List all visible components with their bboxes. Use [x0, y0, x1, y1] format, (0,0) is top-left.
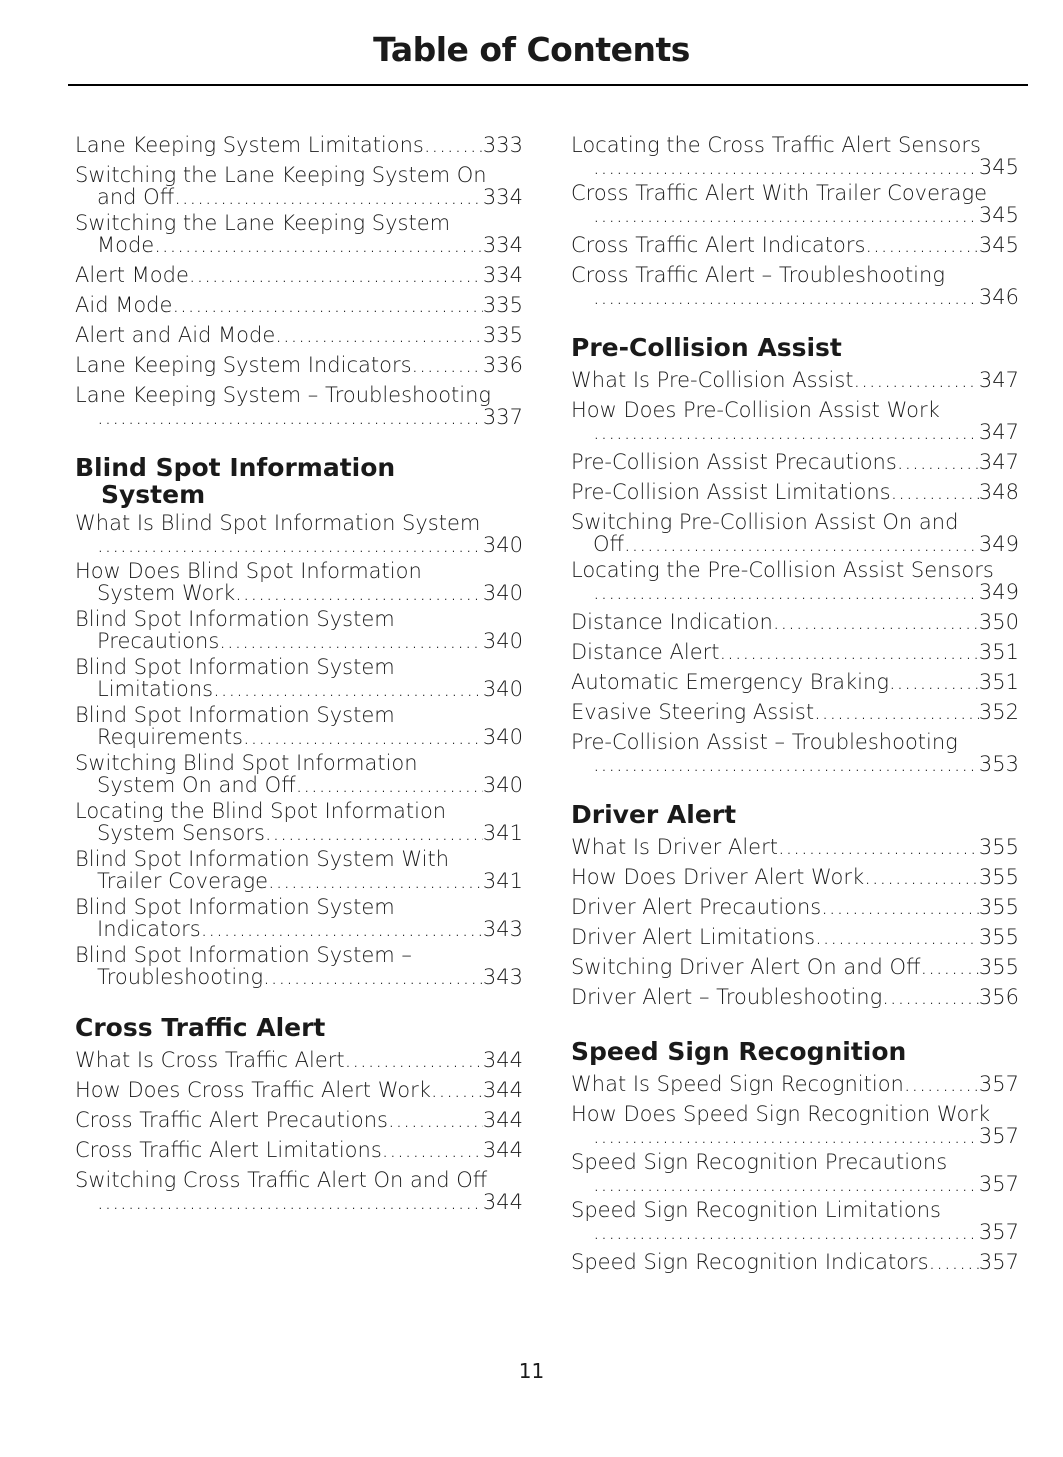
- entry-line: [571, 477, 1019, 507]
- dot-leader: [431, 1075, 483, 1105]
- title-rule: [68, 84, 1028, 86]
- section-heading-text: System: [101, 480, 206, 509]
- dot-leader: [97, 534, 483, 556]
- entry-title: Blind Spot Information System –: [75, 943, 412, 967]
- entry-page-number: 343: [482, 917, 523, 941]
- entry-title: Alert Mode: [75, 263, 189, 287]
- entry-page-number: 347: [978, 420, 1019, 444]
- entry-title: How Does Pre-Collision Assist Work: [571, 398, 940, 422]
- entry-title: How Does Speed Sign Recognition Work: [571, 1102, 991, 1126]
- entry-title: System On and Off: [97, 773, 296, 797]
- entry-title: Lane Keeping System Limitations: [75, 133, 424, 157]
- entry-page-number: 335: [482, 323, 523, 347]
- entry-line: [75, 350, 523, 380]
- entry-line: [75, 212, 523, 234]
- toc-entry-pre-collision-assist-troubleshooting[interactable]: [571, 731, 1019, 775]
- dot-leader: [189, 260, 483, 290]
- toc-entry-cross-traffic-alert-indicators[interactable]: [571, 230, 1019, 260]
- entry-title: Speed Sign Recognition Precautions: [571, 1150, 948, 1174]
- toc-entry-blind-spot-information-system-with[interactable]: [75, 848, 523, 892]
- toc-entry-cross-traffic-alert-with-trailer-coverage[interactable]: [571, 182, 1019, 226]
- entry-line-continued: [75, 1191, 523, 1213]
- entry-line-continued: [75, 822, 523, 844]
- dot-leader: [345, 1045, 483, 1075]
- entry-line: [75, 656, 523, 678]
- entry-line: [571, 892, 1019, 922]
- toc-entry-aid-mode[interactable]: [75, 290, 523, 320]
- entry-line-continued: [75, 870, 523, 892]
- entry-line: [75, 512, 523, 534]
- entry-page-number: 351: [978, 640, 1019, 664]
- entry-title: Driver Alert Precautions: [571, 895, 822, 919]
- dot-leader: [921, 952, 979, 982]
- entry-line-continued: [571, 286, 1019, 308]
- entry-line: [571, 862, 1019, 892]
- entry-line: [75, 320, 523, 350]
- entry-line: [75, 1105, 523, 1135]
- dot-leader: [720, 637, 979, 667]
- entry-line: [571, 264, 1019, 286]
- toc-entry-locating-the-cross-traffic-alert-sensors[interactable]: [571, 134, 1019, 178]
- entry-line-continued: [75, 234, 523, 256]
- dot-leader: [219, 630, 483, 652]
- entry-title: Blind Spot Information System: [75, 895, 395, 919]
- entry-title: Driver Alert Limitations: [571, 925, 816, 949]
- entry-line: [571, 559, 1019, 581]
- entry-title: Switching the Lane Keeping System: [75, 211, 451, 235]
- dot-leader: [778, 832, 979, 862]
- entry-line: [75, 896, 523, 918]
- entry-page-number: 355: [978, 895, 1019, 919]
- entry-page-number: 348: [978, 480, 1019, 504]
- toc-entry-lane-keeping-system-indicators[interactable]: [75, 350, 523, 380]
- dot-leader: [382, 1135, 483, 1165]
- entry-line: [571, 230, 1019, 260]
- section-heading-speed-sign-recognition: [571, 1038, 1019, 1065]
- entry-page-number: 357: [978, 1072, 1019, 1096]
- dot-leader: [213, 678, 483, 700]
- toc-entry-locating-the-pre-collision-assist-sensors[interactable]: [571, 559, 1019, 603]
- dot-leader: [265, 822, 483, 844]
- entry-title: Trailer Coverage: [97, 869, 269, 893]
- entry-line-continued: [571, 421, 1019, 443]
- toc-entry-driver-alert-limitations[interactable]: [571, 922, 1019, 952]
- entry-line: [75, 944, 523, 966]
- entry-page-number: 341: [482, 821, 523, 845]
- entry-page-number: 357: [978, 1220, 1019, 1244]
- entry-page-number: 355: [978, 835, 1019, 859]
- entry-title: Troubleshooting: [97, 965, 264, 989]
- entry-line-continued: [75, 774, 523, 796]
- entry-title: Precautions: [97, 629, 220, 653]
- dot-leader: [97, 406, 483, 428]
- entry-title: Distance Alert: [571, 640, 720, 664]
- dot-leader: [296, 774, 483, 796]
- entry-line-continued: [571, 1173, 1019, 1195]
- entry-title: What Is Speed Sign Recognition: [571, 1072, 904, 1096]
- dot-leader: [593, 1221, 979, 1243]
- toc-entry-switching-cross-traffic-alert-on-and-off[interactable]: [75, 1169, 523, 1213]
- entry-page-number: 336: [482, 353, 523, 377]
- entry-page-number: 344: [482, 1108, 523, 1132]
- entry-line-continued: [75, 918, 523, 940]
- entry-title: Speed Sign Recognition Indicators: [571, 1250, 929, 1274]
- entry-title: Cross Traffic Alert With Trailer Coverage: [571, 181, 988, 205]
- entry-page-number: 345: [978, 233, 1019, 257]
- entry-page-number: 350: [978, 610, 1019, 634]
- toc-entry-blind-spot-information-system[interactable]: [75, 704, 523, 748]
- section-heading-text: Pre-Collision Assist: [571, 333, 842, 362]
- right-column: [571, 130, 1019, 1277]
- toc-entry-what-is-pre-collision-assist[interactable]: [571, 365, 1019, 395]
- dot-leader: [412, 350, 483, 380]
- dot-leader: [268, 870, 483, 892]
- entry-title: Locating the Blind Spot Information: [75, 799, 447, 823]
- entry-line: [75, 260, 523, 290]
- entry-line: [75, 560, 523, 582]
- entry-line-continued: [75, 966, 523, 988]
- entry-line: [571, 697, 1019, 727]
- entry-page-number: 334: [482, 263, 523, 287]
- entry-page-number: 346: [978, 285, 1019, 309]
- entry-page-number: 340: [482, 677, 523, 701]
- entry-title: Cross Traffic Alert Precautions: [75, 1108, 388, 1132]
- entry-line-continued: [75, 534, 523, 556]
- toc-entry-lane-keeping-system-troubleshooting[interactable]: [75, 384, 523, 428]
- dot-leader: [929, 1247, 979, 1277]
- entry-line-continued: [571, 204, 1019, 226]
- toc-entry-speed-sign-recognition-indicators[interactable]: [571, 1247, 1019, 1277]
- entry-line: [571, 922, 1019, 952]
- entry-line-continued: [571, 1221, 1019, 1243]
- entry-title: and Off: [97, 185, 175, 209]
- toc-entry-driver-alert-troubleshooting[interactable]: [571, 982, 1019, 1012]
- toc-entry-how-does-cross-traffic-alert-work[interactable]: [75, 1075, 523, 1105]
- entry-line: [571, 399, 1019, 421]
- page-title: Table of Contents: [373, 30, 690, 69]
- dot-leader: [624, 533, 979, 555]
- entry-line: [75, 384, 523, 406]
- entry-title: How Does Driver Alert Work: [571, 865, 865, 889]
- toc-entry-speed-sign-recognition-precautions[interactable]: [571, 1151, 1019, 1195]
- entry-title: What Is Blind Spot Information System: [75, 511, 481, 535]
- dot-leader: [593, 1125, 979, 1147]
- entry-line: [571, 1103, 1019, 1125]
- entry-title: Switching the Lane Keeping System On: [75, 163, 487, 187]
- entry-line: [571, 1199, 1019, 1221]
- entry-line-continued: [75, 582, 523, 604]
- entry-title: Pre-Collision Assist – Troubleshooting: [571, 730, 958, 754]
- entry-title: Switching Pre-Collision Assist On and: [571, 510, 959, 534]
- toc-entry-how-does-blind-spot-information[interactable]: [75, 560, 523, 604]
- dot-leader: [593, 156, 979, 178]
- entry-page-number: 356: [978, 985, 1019, 1009]
- toc-entry-automatic-emergency-braking[interactable]: [571, 667, 1019, 697]
- entry-page-number: 349: [978, 580, 1019, 604]
- entry-page-number: 340: [482, 581, 523, 605]
- dot-leader: [891, 477, 979, 507]
- entry-title: Blind Spot Information System: [75, 703, 395, 727]
- entry-line-continued: [75, 726, 523, 748]
- entry-line: [75, 800, 523, 822]
- entry-page-number: 345: [978, 203, 1019, 227]
- entry-line: [571, 447, 1019, 477]
- dot-leader: [593, 286, 979, 308]
- entry-line-continued: [571, 156, 1019, 178]
- entry-line: [571, 731, 1019, 753]
- toc-entry-what-is-driver-alert[interactable]: [571, 832, 1019, 862]
- toc-entry-alert-and-aid-mode[interactable]: [75, 320, 523, 350]
- toc-entry-blind-spot-information-system[interactable]: [75, 608, 523, 652]
- entry-line: [75, 1135, 523, 1165]
- toc-entry-how-does-pre-collision-assist-work[interactable]: [571, 399, 1019, 443]
- section-heading-pre-collision-assist: [571, 334, 1019, 361]
- entry-title: Blind Spot Information System: [75, 607, 395, 631]
- entry-title: What Is Cross Traffic Alert: [75, 1048, 345, 1072]
- entry-line-continued: [75, 630, 523, 652]
- entry-line-continued: [75, 678, 523, 700]
- entry-line: [571, 832, 1019, 862]
- dot-leader: [388, 1105, 483, 1135]
- entry-line: [75, 1045, 523, 1075]
- dot-leader: [424, 130, 483, 160]
- entry-page-number: 357: [978, 1124, 1019, 1148]
- toc-entry-blind-spot-information-system[interactable]: [75, 656, 523, 700]
- toc-entry-what-is-blind-spot-information-system[interactable]: [75, 512, 523, 556]
- entry-line-continued: [571, 753, 1019, 775]
- entry-title: Switching Cross Traffic Alert On and Off: [75, 1168, 488, 1192]
- toc-entry-driver-alert-precautions[interactable]: [571, 892, 1019, 922]
- dot-leader: [904, 1069, 979, 1099]
- page-number: 11: [518, 1359, 545, 1383]
- entry-page-number: 344: [482, 1078, 523, 1102]
- dot-leader: [593, 753, 979, 775]
- entry-line: [571, 952, 1019, 982]
- entry-line: [571, 1069, 1019, 1099]
- entry-title: Mode: [97, 233, 155, 257]
- dot-leader: [815, 922, 979, 952]
- section-heading-text: Blind Spot Information: [75, 453, 396, 482]
- entry-title: Indicators: [97, 917, 201, 941]
- entry-title: Automatic Emergency Braking: [571, 670, 889, 694]
- toc-entry-alert-mode[interactable]: [75, 260, 523, 290]
- toc-entry-switching-the-lane-keeping-system-on[interactable]: [75, 164, 523, 208]
- entry-title: Cross Traffic Alert Indicators: [571, 233, 866, 257]
- dot-leader: [154, 234, 483, 256]
- toc-entry-locating-the-blind-spot-information[interactable]: [75, 800, 523, 844]
- entry-title: Evasive Steering Assist: [571, 700, 815, 724]
- entry-page-number: 349: [978, 532, 1019, 556]
- entry-title: Pre-Collision Assist Precautions: [571, 450, 897, 474]
- entry-title: Limitations: [97, 677, 214, 701]
- section-heading-text: Driver Alert: [571, 800, 737, 829]
- entry-title: Locating the Pre-Collision Assist Sensors: [571, 558, 994, 582]
- dot-leader: [865, 230, 978, 260]
- section-heading-cross-traffic-alert: [75, 1014, 523, 1041]
- toc-entry-evasive-steering-assist[interactable]: [571, 697, 1019, 727]
- left-column: [75, 130, 523, 1217]
- entry-page-number: 357: [978, 1250, 1019, 1274]
- toc-entry-switching-the-lane-keeping-system[interactable]: [75, 212, 523, 256]
- dot-leader: [201, 918, 483, 940]
- entry-page-number: 335: [482, 293, 523, 317]
- section-heading-text: Cross Traffic Alert: [75, 1013, 326, 1042]
- entry-page-number: 344: [482, 1048, 523, 1072]
- toc-entry-how-does-driver-alert-work[interactable]: [571, 862, 1019, 892]
- dot-leader: [243, 726, 483, 748]
- entry-line: [75, 1169, 523, 1191]
- toc-entry-pre-collision-assist-limitations[interactable]: [571, 477, 1019, 507]
- entry-line: [75, 704, 523, 726]
- entry-page-number: 351: [978, 670, 1019, 694]
- toc-entry-cross-traffic-alert-troubleshooting[interactable]: [571, 264, 1019, 308]
- entry-line: [571, 1247, 1019, 1277]
- entry-page-number: 344: [482, 1138, 523, 1162]
- section-heading-blind-spot-information: [75, 454, 523, 508]
- entry-title: Cross Traffic Alert Limitations: [75, 1138, 382, 1162]
- entry-page-number: 355: [978, 955, 1019, 979]
- entry-page-number: 344: [482, 1190, 523, 1214]
- entry-title: Driver Alert – Troubleshooting: [571, 985, 883, 1009]
- section-heading-driver-alert: [571, 801, 1019, 828]
- dot-leader: [593, 581, 979, 603]
- entry-page-number: 347: [978, 368, 1019, 392]
- entry-page-number: 340: [482, 629, 523, 653]
- entry-title: How Does Cross Traffic Alert Work: [75, 1078, 431, 1102]
- toc-entry-what-is-cross-traffic-alert[interactable]: [75, 1045, 523, 1075]
- toc-entry-what-is-speed-sign-recognition[interactable]: [571, 1069, 1019, 1099]
- entry-line: [75, 290, 523, 320]
- dot-leader: [773, 607, 979, 637]
- entry-page-number: 341: [482, 869, 523, 893]
- entry-title: What Is Pre-Collision Assist: [571, 368, 854, 392]
- entry-line-continued: [75, 186, 523, 208]
- entry-page-number: 343: [482, 965, 523, 989]
- entry-title: Lane Keeping System – Troubleshooting: [75, 383, 492, 407]
- entry-title: Blind Spot Information System: [75, 655, 395, 679]
- entry-line: [75, 1075, 523, 1105]
- entry-title: What Is Driver Alert: [571, 835, 778, 859]
- entry-title: System Sensors: [97, 821, 265, 845]
- dot-leader: [235, 582, 483, 604]
- entry-page-number: 340: [482, 773, 523, 797]
- toc-entry-blind-spot-information-system[interactable]: [75, 944, 523, 988]
- entry-title: Alert and Aid Mode: [75, 323, 276, 347]
- entry-line-continued: [571, 533, 1019, 555]
- entry-line: [571, 667, 1019, 697]
- entry-page-number: 352: [978, 700, 1019, 724]
- toc-entry-lane-keeping-system-limitations[interactable]: [75, 130, 523, 160]
- entry-page-number: 355: [978, 865, 1019, 889]
- dot-leader: [174, 186, 483, 208]
- entry-title: Locating the Cross Traffic Alert Sensors: [571, 133, 981, 157]
- entry-title: Off: [593, 532, 624, 556]
- entry-line-continued: [571, 581, 1019, 603]
- entry-line: [75, 130, 523, 160]
- entry-title: Speed Sign Recognition Limitations: [571, 1198, 941, 1222]
- section-heading-text: Speed Sign Recognition: [571, 1037, 907, 1066]
- dot-leader: [593, 421, 979, 443]
- entry-title: Pre-Collision Assist Limitations: [571, 480, 891, 504]
- entry-page-number: 353: [978, 752, 1019, 776]
- entry-page-number: 334: [482, 185, 523, 209]
- entry-line-continued: [75, 406, 523, 428]
- entry-page-number: 340: [482, 533, 523, 557]
- entry-page-number: 347: [978, 450, 1019, 474]
- dot-leader: [97, 1191, 483, 1213]
- dot-leader: [882, 982, 979, 1012]
- entry-title: Aid Mode: [75, 293, 173, 317]
- entry-title: Blind Spot Information System With: [75, 847, 450, 871]
- entry-page-number: 345: [978, 155, 1019, 179]
- toc-entry-distance-alert[interactable]: [571, 637, 1019, 667]
- entry-page-number: 340: [482, 725, 523, 749]
- toc-entry-switching-blind-spot-information[interactable]: [75, 752, 523, 796]
- toc-entry-switching-driver-alert-on-and-off[interactable]: [571, 952, 1019, 982]
- entry-title: Distance Indication: [571, 610, 773, 634]
- entry-line: [571, 637, 1019, 667]
- toc-entry-cross-traffic-alert-precautions[interactable]: [75, 1105, 523, 1135]
- entry-title: Cross Traffic Alert – Troubleshooting: [571, 263, 945, 287]
- entry-line: [571, 1151, 1019, 1173]
- dot-leader: [814, 697, 979, 727]
- entry-line: [75, 752, 523, 774]
- toc-entry-how-does-speed-sign-recognition-work[interactable]: [571, 1103, 1019, 1147]
- entry-page-number: 355: [978, 925, 1019, 949]
- toc-entry-blind-spot-information-system[interactable]: [75, 896, 523, 940]
- entry-title: Requirements: [97, 725, 243, 749]
- entry-title: Switching Blind Spot Information: [75, 751, 418, 775]
- entry-line: [75, 848, 523, 870]
- dot-leader: [593, 204, 979, 226]
- entry-page-number: 333: [482, 133, 523, 157]
- entry-line: [571, 182, 1019, 204]
- entry-line: [571, 134, 1019, 156]
- entry-line: [75, 164, 523, 186]
- toc-entry-cross-traffic-alert-limitations[interactable]: [75, 1135, 523, 1165]
- entry-title: Switching Driver Alert On and Off: [571, 955, 921, 979]
- dot-leader: [889, 667, 979, 697]
- entry-line: [571, 365, 1019, 395]
- entry-title: Lane Keeping System Indicators: [75, 353, 412, 377]
- entry-line: [75, 608, 523, 630]
- dot-leader: [263, 966, 483, 988]
- entry-title: How Does Blind Spot Information: [75, 559, 422, 583]
- dot-leader: [172, 290, 482, 320]
- entry-page-number: 337: [482, 405, 523, 429]
- entry-title: System Work: [97, 581, 236, 605]
- dot-leader: [275, 320, 483, 350]
- dot-leader: [821, 892, 979, 922]
- dot-leader: [864, 862, 979, 892]
- entry-page-number: 357: [978, 1172, 1019, 1196]
- toc-entry-speed-sign-recognition-limitations[interactable]: [571, 1199, 1019, 1243]
- entry-line: [571, 982, 1019, 1012]
- entry-page-number: 334: [482, 233, 523, 257]
- entry-line-continued: [571, 1125, 1019, 1147]
- dot-leader: [897, 447, 979, 477]
- toc-entry-pre-collision-assist-precautions[interactable]: [571, 447, 1019, 477]
- dot-leader: [593, 1173, 979, 1195]
- entry-line: [571, 607, 1019, 637]
- dot-leader: [854, 365, 979, 395]
- toc-entry-switching-pre-collision-assist-on-and[interactable]: [571, 511, 1019, 555]
- entry-line: [571, 511, 1019, 533]
- toc-entry-distance-indication[interactable]: [571, 607, 1019, 637]
